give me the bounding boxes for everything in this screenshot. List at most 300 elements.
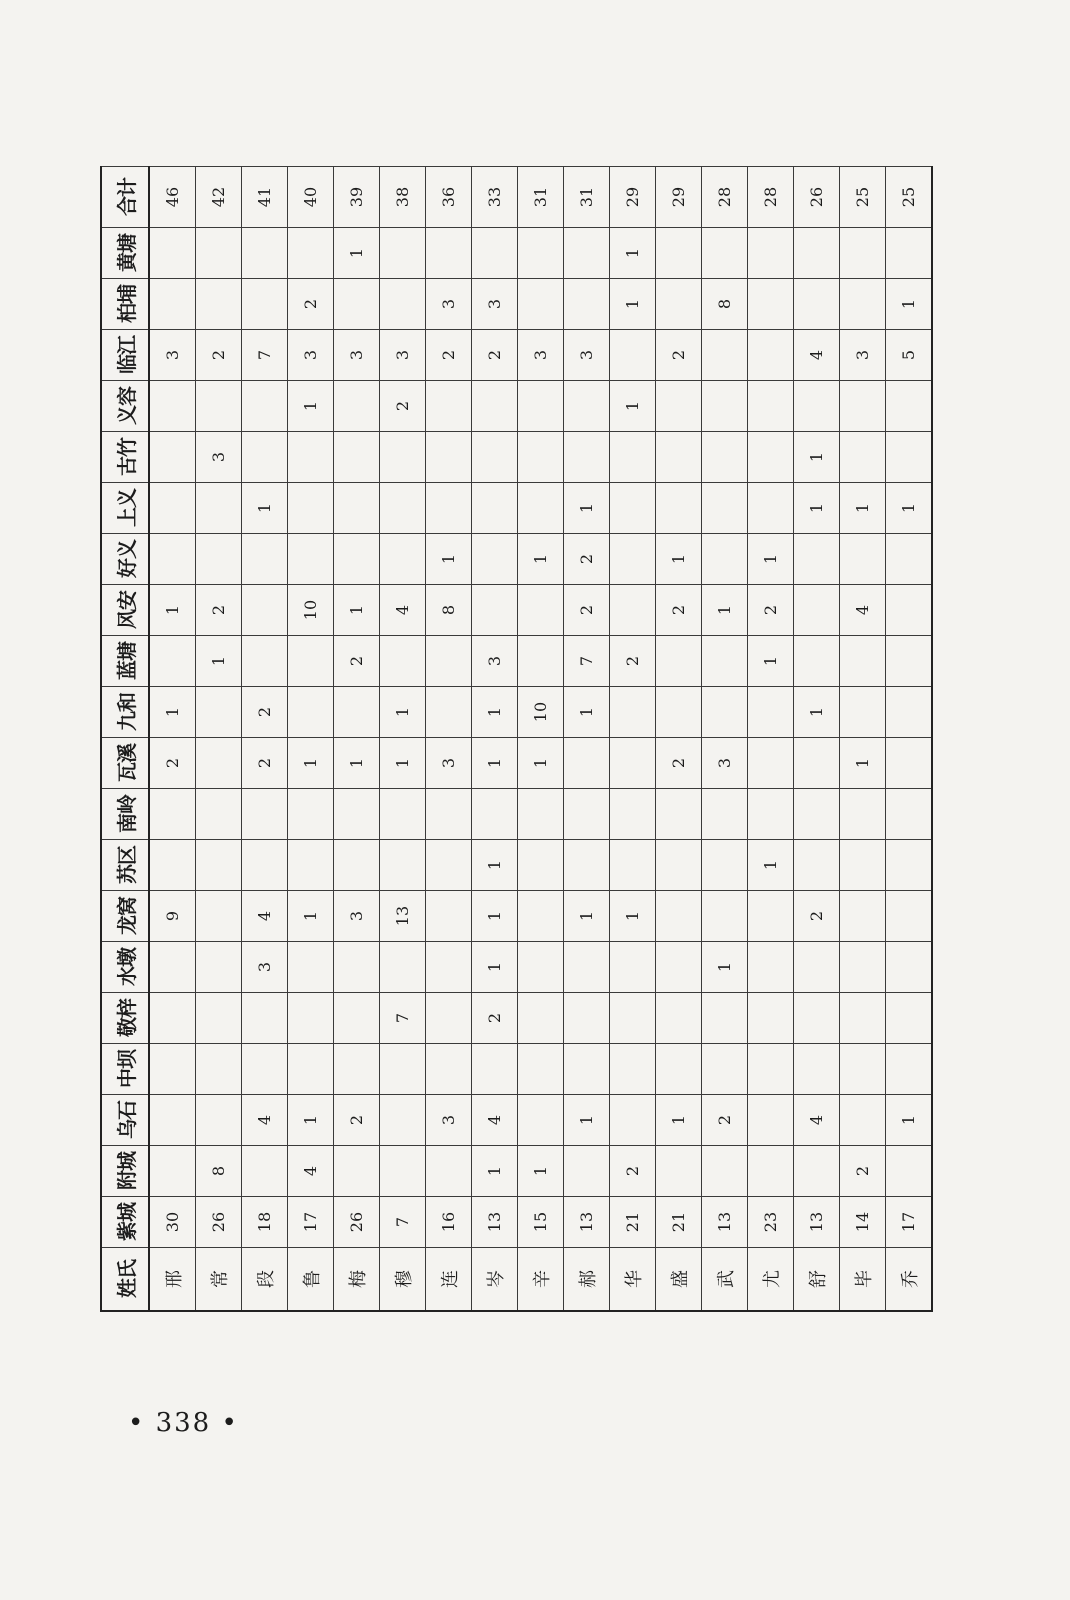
total-cell: 33 [472,167,518,228]
count-cell [426,381,472,432]
count-cell: 1 [196,636,242,687]
total-cell: 31 [564,167,610,228]
count-cell [472,789,518,840]
count-cell: 2 [610,636,656,687]
count-cell: 2 [242,738,288,789]
count-cell: 1 [610,228,656,279]
count-cell [334,993,380,1044]
count-cell [610,687,656,738]
count-cell: 3 [196,432,242,483]
count-cell [196,993,242,1044]
count-cell: 2 [334,1095,380,1146]
surname-cell: 华 [610,1248,656,1312]
count-cell [472,228,518,279]
count-cell [840,279,886,330]
count-cell: 3 [472,636,518,687]
count-cell [886,942,933,993]
count-cell [149,942,196,993]
total-cell: 26 [794,167,840,228]
count-cell: 2 [380,381,426,432]
count-cell [242,585,288,636]
count-cell: 4 [794,1095,840,1146]
count-cell [656,840,702,891]
count-cell [748,330,794,381]
total-cell: 28 [748,167,794,228]
count-cell [886,228,933,279]
count-cell [702,381,748,432]
table-row [886,167,933,1312]
header-row [101,167,149,1312]
count-cell [518,483,564,534]
column-header: 苏区 [101,840,149,891]
count-cell: 15 [518,1197,564,1248]
count-cell: 1 [794,483,840,534]
count-cell: 8 [702,279,748,330]
count-cell [518,789,564,840]
count-cell: 1 [288,381,334,432]
count-cell [380,279,426,330]
count-cell [334,942,380,993]
column-header: 黄塘 [101,228,149,279]
count-cell: 1 [564,483,610,534]
count-cell [702,636,748,687]
count-cell: 2 [196,585,242,636]
count-cell: 17 [886,1197,933,1248]
count-cell: 2 [149,738,196,789]
count-cell [748,942,794,993]
count-cell: 5 [886,330,933,381]
surname-cell: 郝 [564,1248,610,1312]
count-cell: 1 [518,738,564,789]
count-cell: 4 [242,1095,288,1146]
column-header: 临江 [101,330,149,381]
count-cell: 1 [656,534,702,585]
count-cell: 3 [518,330,564,381]
count-cell [242,993,288,1044]
count-cell [149,1095,196,1146]
count-cell [334,432,380,483]
count-cell [748,687,794,738]
count-cell: 2 [748,585,794,636]
count-cell: 1 [288,1095,334,1146]
count-cell [518,279,564,330]
count-cell [748,1146,794,1197]
count-cell [380,483,426,534]
count-cell: 21 [656,1197,702,1248]
table-row [840,167,886,1312]
count-cell [426,789,472,840]
count-cell: 26 [334,1197,380,1248]
count-cell [334,687,380,738]
column-header: 瓦溪 [101,738,149,789]
count-cell [610,1044,656,1095]
total-cell: 38 [380,167,426,228]
count-cell [702,432,748,483]
table-row [288,167,334,1312]
count-cell [794,228,840,279]
count-cell: 3 [288,330,334,381]
count-cell: 21 [610,1197,656,1248]
count-cell [656,1044,702,1095]
count-cell [886,789,933,840]
count-cell: 3 [426,738,472,789]
count-cell [886,891,933,942]
total-cell: 29 [656,167,702,228]
count-cell [472,432,518,483]
count-cell [794,789,840,840]
count-cell: 1 [886,483,933,534]
count-cell [149,381,196,432]
count-cell: 23 [748,1197,794,1248]
table-row [196,167,242,1312]
count-cell [794,381,840,432]
count-cell: 3 [840,330,886,381]
column-header: 好义 [101,534,149,585]
count-cell [702,330,748,381]
count-cell [518,840,564,891]
count-cell [564,228,610,279]
count-cell [840,636,886,687]
count-cell: 3 [426,279,472,330]
count-cell [794,585,840,636]
count-cell [426,840,472,891]
total-cell: 39 [334,167,380,228]
surname-cell: 鲁 [288,1248,334,1312]
count-cell [380,1146,426,1197]
count-cell [334,1146,380,1197]
count-cell [840,789,886,840]
count-cell: 2 [564,534,610,585]
count-cell [518,891,564,942]
total-cell: 25 [840,167,886,228]
column-header: 乌石 [101,1095,149,1146]
count-cell: 1 [702,585,748,636]
count-cell: 1 [380,738,426,789]
count-cell [610,330,656,381]
count-cell: 1 [288,891,334,942]
count-cell [794,993,840,1044]
column-header: 中坝 [101,1044,149,1095]
table-row [794,167,840,1312]
count-cell: 4 [472,1095,518,1146]
count-cell [334,1044,380,1095]
count-cell [656,993,702,1044]
count-cell: 2 [656,738,702,789]
surname-cell: 盛 [656,1248,702,1312]
count-cell [518,636,564,687]
count-cell [702,840,748,891]
count-cell [748,993,794,1044]
column-header: 古竹 [101,432,149,483]
count-cell [840,942,886,993]
count-cell [426,636,472,687]
count-cell: 1 [610,279,656,330]
count-cell: 1 [242,483,288,534]
count-cell: 1 [472,840,518,891]
count-cell: 13 [380,891,426,942]
count-cell [702,1044,748,1095]
count-cell [242,432,288,483]
surname-cell: 辛 [518,1248,564,1312]
count-cell [886,432,933,483]
rotated-table-container [100,178,922,1312]
table-row [702,167,748,1312]
count-cell [840,534,886,585]
count-cell [334,534,380,585]
column-header: 紫城 [101,1197,149,1248]
count-cell [748,1095,794,1146]
count-cell [288,1044,334,1095]
count-cell [518,381,564,432]
count-cell [656,891,702,942]
surname-cell: 乔 [886,1248,933,1312]
total-cell: 40 [288,167,334,228]
count-cell: 7 [380,1197,426,1248]
count-cell [288,432,334,483]
count-cell [840,228,886,279]
count-cell: 2 [196,330,242,381]
count-cell [656,483,702,534]
count-cell [518,1044,564,1095]
count-cell [794,1146,840,1197]
count-cell [656,942,702,993]
count-cell [564,381,610,432]
surname-cell: 连 [426,1248,472,1312]
count-cell [748,228,794,279]
count-cell [656,228,702,279]
count-cell: 4 [288,1146,334,1197]
count-cell [149,789,196,840]
column-header: 上义 [101,483,149,534]
count-cell [886,1044,933,1095]
count-cell [149,279,196,330]
count-cell: 13 [472,1197,518,1248]
table-row [380,167,426,1312]
count-cell: 1 [288,738,334,789]
count-cell: 1 [518,1146,564,1197]
count-cell: 1 [149,687,196,738]
table-row [426,167,472,1312]
count-cell: 3 [702,738,748,789]
count-cell: 26 [196,1197,242,1248]
count-cell: 1 [656,1095,702,1146]
count-cell: 2 [472,993,518,1044]
count-cell [196,1044,242,1095]
count-cell: 1 [610,891,656,942]
count-cell: 3 [426,1095,472,1146]
count-cell [794,738,840,789]
count-cell [196,687,242,738]
count-cell [426,687,472,738]
count-cell: 1 [380,687,426,738]
count-cell [564,1044,610,1095]
count-cell [288,687,334,738]
count-cell [288,993,334,1044]
count-cell [886,1146,933,1197]
count-cell: 1 [748,840,794,891]
column-header: 敬梓 [101,993,149,1044]
count-cell [564,993,610,1044]
count-cell: 1 [334,738,380,789]
count-cell: 1 [426,534,472,585]
total-cell: 36 [426,167,472,228]
count-cell [610,534,656,585]
column-header: 合计 [101,167,149,228]
count-cell [149,1044,196,1095]
count-cell [242,789,288,840]
count-cell [840,993,886,1044]
count-cell: 2 [656,330,702,381]
count-cell: 1 [564,1095,610,1146]
count-cell [426,228,472,279]
count-cell [610,840,656,891]
count-cell [334,840,380,891]
count-cell [564,432,610,483]
surname-cell: 武 [702,1248,748,1312]
count-cell [334,483,380,534]
count-cell [149,636,196,687]
count-cell [518,585,564,636]
table-row [472,167,518,1312]
surname-cell: 舒 [794,1248,840,1312]
count-cell [518,228,564,279]
count-cell [518,993,564,1044]
surname-cell: 尤 [748,1248,794,1312]
count-cell [610,483,656,534]
count-cell: 3 [380,330,426,381]
count-cell [610,1095,656,1146]
column-header: 姓氏 [101,1248,149,1312]
count-cell [196,738,242,789]
count-cell [380,228,426,279]
count-cell [196,789,242,840]
count-cell: 2 [334,636,380,687]
count-cell: 1 [472,738,518,789]
count-cell [656,432,702,483]
count-cell: 30 [149,1197,196,1248]
count-cell [564,279,610,330]
count-cell: 1 [149,585,196,636]
count-cell [472,381,518,432]
count-cell: 1 [886,279,933,330]
count-cell [472,534,518,585]
count-cell [748,432,794,483]
table-row [748,167,794,1312]
count-cell [380,636,426,687]
count-cell [380,534,426,585]
count-cell [196,534,242,585]
surname-distribution-table [100,166,933,1312]
count-cell: 1 [564,687,610,738]
total-cell: 41 [242,167,288,228]
count-cell [702,1146,748,1197]
count-cell: 3 [334,330,380,381]
count-cell: 1 [886,1095,933,1146]
count-cell [426,942,472,993]
count-cell: 2 [242,687,288,738]
count-cell: 2 [610,1146,656,1197]
count-cell [334,789,380,840]
count-cell [656,381,702,432]
count-cell [288,483,334,534]
count-cell: 1 [564,891,610,942]
count-cell [242,279,288,330]
count-cell [472,585,518,636]
count-cell: 1 [334,585,380,636]
count-cell: 1 [472,1146,518,1197]
count-cell [426,891,472,942]
count-cell: 2 [426,330,472,381]
surname-cell: 岑 [472,1248,518,1312]
count-cell: 1 [794,432,840,483]
count-cell [380,789,426,840]
count-cell [610,993,656,1044]
count-cell [748,483,794,534]
count-cell [610,942,656,993]
count-cell [702,228,748,279]
count-cell [794,1044,840,1095]
count-cell [886,381,933,432]
count-cell [610,585,656,636]
count-cell [288,636,334,687]
table-body [149,167,932,1312]
surname-cell: 邢 [149,1248,196,1312]
count-cell [748,789,794,840]
surname-cell: 穆 [380,1248,426,1312]
count-cell: 13 [702,1197,748,1248]
count-cell [426,993,472,1044]
count-cell [702,534,748,585]
count-cell [242,381,288,432]
count-cell [380,840,426,891]
count-cell [840,1095,886,1146]
count-cell [288,840,334,891]
count-cell [610,432,656,483]
count-cell [748,1044,794,1095]
count-cell [426,483,472,534]
count-cell: 2 [794,891,840,942]
count-cell [149,993,196,1044]
count-cell: 1 [472,942,518,993]
total-cell: 25 [886,167,933,228]
column-header: 附城 [101,1146,149,1197]
count-cell: 2 [702,1095,748,1146]
count-cell [748,381,794,432]
count-cell [380,1044,426,1095]
count-cell: 2 [656,585,702,636]
count-cell [149,840,196,891]
count-cell [748,279,794,330]
count-cell [196,279,242,330]
surname-cell: 段 [242,1248,288,1312]
count-cell: 1 [702,942,748,993]
count-cell [288,789,334,840]
count-cell [656,1146,702,1197]
count-cell: 17 [288,1197,334,1248]
surname-cell: 毕 [840,1248,886,1312]
count-cell [149,534,196,585]
count-cell: 10 [518,687,564,738]
count-cell: 4 [380,585,426,636]
count-cell [886,534,933,585]
count-cell: 7 [242,330,288,381]
count-cell: 13 [564,1197,610,1248]
count-cell [426,1044,472,1095]
count-cell [518,942,564,993]
count-cell: 1 [472,687,518,738]
table-header [101,167,149,1312]
table-row [656,167,702,1312]
